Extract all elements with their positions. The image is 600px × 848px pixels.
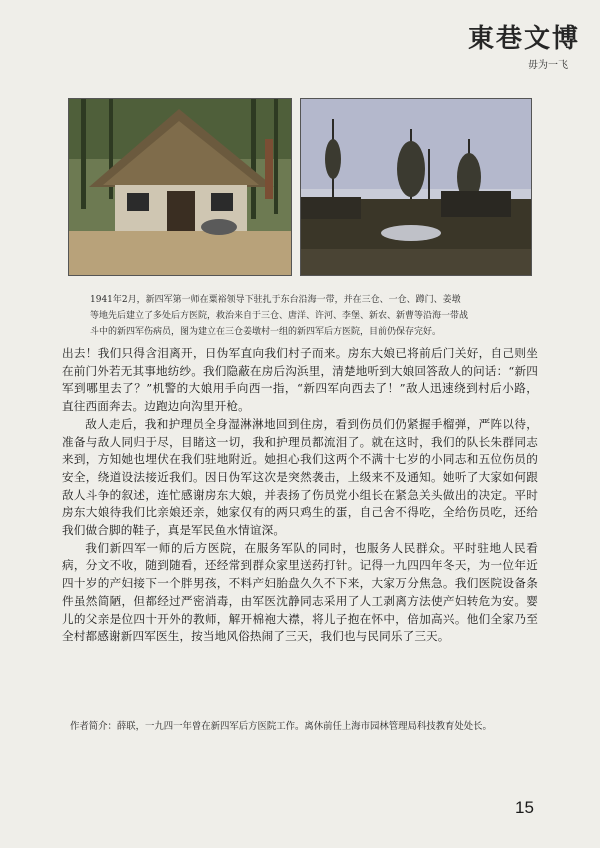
paragraph: 出去！我们只得含泪离开，日伪军直向我们村子而来。房东大娘已将前后门关好，自己则坐在前门外若无其事地纺纱。我们隐蔽在房后沟浜里，清楚地听到大娘回答敌人的问话：“新四军到哪里去了？”机警的大娘用手向西一指，“新四军向西去了！”敌人迅速绕到村后小路，直往西面奔去。边跑边向沟里开枪。 [62,346,538,414]
photo-caption [90,292,530,340]
caption-line: 斗中的新四军伤病员，图为建立在三仓姜墩村一组的新四军后方医院，目前仍保存完好。 [90,327,442,337]
paragraph: 敌人走后，我和护理员全身湿淋淋地回到住房，看到伤员们仍紧握手榴弹，严阵以待，准备与敌人同归于尽，目睹这一切，我和护理员都流泪了。就在这时，我们的队长朱群同志来到，方知她也埋伏在我们驻地附近。她担心我们这两个不满十七岁的小同志和五位伤员的安全，绕道设法接近我们。因日伪军这次是突然袭击，上级来不及通知。她听了大家如何跟敌人斗争的叙述，连忙感谢房东大娘，并表扬了伤员党小组长在紧急关头做出的决定。平时房东大娘待我们比亲娘还亲，她家仅有的两只鸡生的蛋，自己舍不得吃，全给伤员吃，还给我们做合脚的鞋子，真是军民鱼水情谊深。 [62,416,538,538]
thatched-hut-photo [68,98,292,276]
caption-line: 1941年2月，新四军第一师在粟裕领导下驻扎于东台沿海一带，并在三仓、一仓、蹲门、姜墩 [90,295,461,305]
article-body [62,345,538,646]
hut-image [69,99,291,275]
column-signature: 毋为一飞 [528,60,568,71]
page-number: 15 [515,798,534,817]
paragraph: 我们新四军一师的后方医院，在服务军队的同时，也服务人民群众。平时驻地人民看病，分文不收，随到随看，还经常到群众家里送药打针。记得一九四四年冬天，为一位年近四十岁的产妇接下一个胖男孩，不料产妇胎盘久久不下来，大家万分焦急。我们医院设备条件虽然简陋，但都经过严密消毒，由军医沈静同志采用了人工剥离方法使产妇转危为安。婴儿的父亲是位四十开外的教师，解开棉袍大襟，将儿子抱在怀中，倍加高兴。他们全家乃至全村都感谢新四军医生，按当地风俗热闹了三天，我们也与民同乐了三天。 [62,540,538,644]
village-trees-photo [300,98,532,276]
column-title: 東巷文博 [468,24,581,54]
caption-line: 等地先后建立了多处后方医院，救治来自于三仓、唐洋、许河、李堡、新农、新曹等沿海一带战 [90,311,469,321]
author-note: 作者简介：薛联，一九四一年曾在新四军后方医院工作。离休前任上海市园林管理局科技教育处处长。 [70,721,492,732]
village-image [301,99,531,275]
